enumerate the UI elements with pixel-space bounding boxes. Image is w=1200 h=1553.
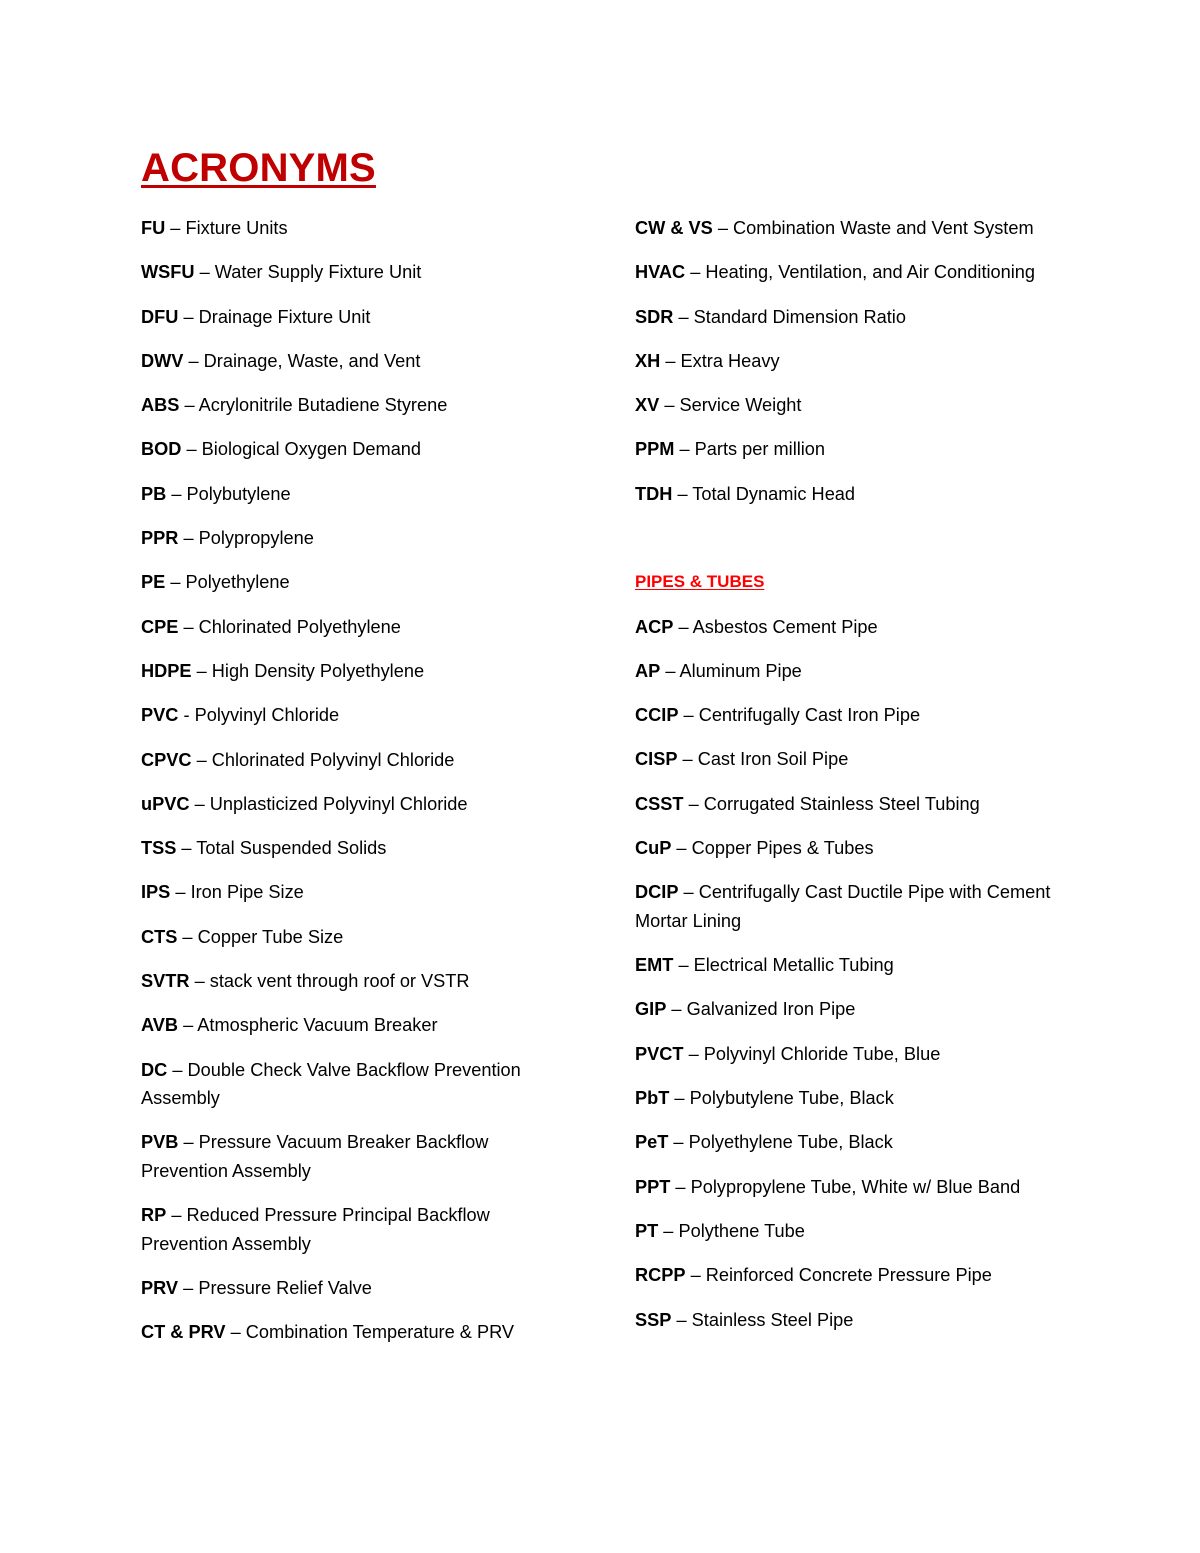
acronym-entry — [141, 967, 571, 996]
acronym-separator: – — [678, 705, 699, 726]
acronyms-right-column — [635, 214, 1075, 1350]
acronym-separator: – — [672, 483, 693, 504]
acronym-definition: Electrical Metallic Tubing — [693, 955, 894, 976]
acronym-entry — [141, 303, 571, 332]
acronym-separator: – — [658, 1220, 679, 1241]
acronym-separator: – — [189, 793, 210, 814]
page-title: ACRONYMS — [141, 146, 376, 190]
acronym-separator: – — [167, 1059, 188, 1080]
acronym-definition: Polyethylene Tube, Black — [688, 1132, 893, 1153]
acronym-separator: – — [176, 838, 197, 859]
acronym-definition: Chlorinated Polyethylene — [198, 616, 401, 637]
acronym-definition: Total Dynamic Head — [692, 483, 856, 504]
acronym-separator: – — [177, 926, 198, 947]
acronym-abbreviation: PeT — [635, 1132, 669, 1153]
acronym-separator: – — [191, 749, 212, 770]
acronym-separator: – — [170, 882, 191, 903]
acronym-definition: Iron Pipe Size — [190, 882, 304, 903]
acronym-entry — [141, 878, 571, 907]
acronym-separator: – — [194, 262, 215, 283]
acronym-definition: Chlorinated Polyvinyl Chloride — [211, 749, 455, 770]
acronym-definition: Polythene Tube — [678, 1220, 805, 1241]
acronym-definition: Double Check Valve Backflow Prevention Assembly — [141, 1059, 521, 1109]
acronym-abbreviation: XV — [635, 395, 660, 416]
acronym-abbreviation: PbT — [635, 1088, 670, 1109]
acronym-abbreviation: DC — [141, 1059, 168, 1080]
acronym-entry — [635, 951, 1075, 980]
acronym-abbreviation: EMT — [635, 955, 674, 976]
acronym-definition: Combination Waste and Vent System — [733, 218, 1034, 238]
acronym-separator: – — [669, 1088, 690, 1109]
acronym-abbreviation: CPVC — [141, 749, 192, 770]
acronym-separator: – — [178, 1278, 199, 1299]
acronym-definition: Corrugated Stainless Steel Tubing — [703, 793, 980, 814]
acronym-abbreviation: FU — [141, 218, 166, 238]
acronym-entry — [635, 878, 1075, 935]
acronym-entry — [141, 834, 571, 863]
acronym-definition: Polyvinyl Chloride — [194, 705, 340, 726]
acronym-separator: – — [670, 1176, 691, 1197]
acronym-definition: Polypropylene — [198, 528, 314, 549]
acronym-separator: – — [165, 218, 186, 238]
acronym-separator: – — [671, 838, 692, 859]
acronym-separator: – — [683, 793, 704, 814]
acronym-definition: Polyethylene — [185, 572, 290, 593]
acronym-entry — [141, 258, 571, 287]
acronym-abbreviation: XH — [635, 350, 661, 371]
acronym-entry — [635, 435, 1075, 464]
acronym-entry — [141, 1201, 571, 1258]
acronym-entry — [635, 1173, 1075, 1202]
acronym-definition: Water Supply Fixture Unit — [214, 262, 422, 283]
acronym-entry — [141, 1318, 571, 1347]
acronym-separator: – — [666, 999, 687, 1020]
acronym-definition: Drainage Fixture Unit — [198, 306, 371, 327]
acronym-separator: – — [179, 395, 199, 416]
acronym-entry — [141, 657, 571, 686]
acronym-separator: – — [660, 350, 681, 371]
acronym-entry — [141, 923, 571, 952]
acronym-abbreviation: CTS — [141, 926, 178, 947]
acronym-abbreviation: RP — [141, 1205, 167, 1226]
acronym-separator: – — [178, 306, 199, 327]
acronym-definition: Drainage, Waste, and Vent — [203, 350, 421, 371]
acronym-abbreviation: CPE — [141, 616, 179, 637]
acronym-separator: – — [668, 1132, 689, 1153]
acronym-separator: – — [677, 749, 698, 770]
acronym-abbreviation: PVC — [141, 705, 179, 726]
acronym-separator: – — [183, 350, 204, 371]
acronym-definition: Heating, Ventilation, and Air Conditioning — [705, 262, 1036, 283]
acronym-entry — [141, 391, 571, 420]
acronym-abbreviation: SSP — [635, 1309, 672, 1330]
acronym-definition: Asbestos Cement Pipe — [692, 616, 878, 637]
acronym-separator: – — [659, 395, 680, 416]
acronym-entry — [635, 1261, 1075, 1290]
acronym-definition: Acrylonitrile Butadiene Styrene — [198, 395, 448, 416]
acronym-separator: – — [685, 262, 706, 283]
acronym-entry — [635, 1128, 1075, 1157]
acronym-entry — [635, 214, 1075, 243]
acronym-abbreviation: CW & VS — [635, 218, 713, 238]
acronym-entry — [635, 745, 1075, 774]
acronym-entry — [141, 613, 571, 642]
acronym-definition: Copper Tube Size — [197, 926, 344, 947]
acronym-definition: Atmospheric Vacuum Breaker — [197, 1015, 438, 1036]
acronym-entry — [635, 1040, 1075, 1069]
acronym-abbreviation: TSS — [141, 838, 177, 859]
acronym-definition: stack vent through roof or VSTR — [209, 971, 470, 992]
acronym-separator: – — [671, 1309, 692, 1330]
acronym-list-left — [141, 214, 571, 1347]
acronym-definition: Polybutylene — [186, 483, 291, 504]
acronym-separator: – — [178, 528, 199, 549]
acronym-entry — [635, 657, 1075, 686]
acronym-definition: High Density Polyethylene — [211, 660, 425, 681]
acronym-separator: – — [191, 660, 212, 681]
acronym-separator: – — [685, 1265, 706, 1286]
acronym-entry — [141, 1274, 571, 1303]
acronym-definition: Polybutylene Tube, Black — [689, 1088, 894, 1109]
acronym-separator: – — [166, 1205, 187, 1226]
acronym-separator: – — [225, 1322, 246, 1343]
acronym-separator: – — [678, 882, 699, 903]
acronym-entry — [635, 1306, 1075, 1335]
acronym-separator: – — [165, 572, 186, 593]
acronym-definition: Unplasticized Polyvinyl Chloride — [209, 793, 468, 814]
acronym-abbreviation: uPVC — [141, 793, 190, 814]
acronym-entry — [141, 1128, 571, 1185]
acronym-abbreviation: PE — [141, 572, 166, 593]
acronym-definition: Standard Dimension Ratio — [693, 306, 906, 327]
acronym-abbreviation: PB — [141, 483, 167, 504]
acronym-entry — [141, 1011, 571, 1040]
acronym-entry — [141, 790, 571, 819]
acronym-abbreviation: AVB — [141, 1015, 179, 1036]
acronym-separator: - — [178, 705, 195, 726]
acronym-entry — [635, 613, 1075, 642]
acronym-abbreviation: ABS — [141, 395, 180, 416]
acronym-abbreviation: SVTR — [141, 971, 190, 992]
acronym-abbreviation: PVCT — [635, 1043, 684, 1064]
acronym-definition: Pressure Relief Valve — [198, 1278, 372, 1299]
acronym-separator: – — [673, 306, 694, 327]
acronym-entry — [635, 1084, 1075, 1113]
acronym-definition: Aluminum Pipe — [679, 660, 802, 681]
acronym-abbreviation: GIP — [635, 999, 667, 1020]
acronym-abbreviation: DCIP — [635, 882, 679, 903]
acronym-separator: – — [181, 439, 202, 460]
acronym-entry — [141, 746, 571, 775]
acronym-abbreviation: HDPE — [141, 660, 192, 681]
acronym-abbreviation: ACP — [635, 616, 674, 637]
acronym-abbreviation: CT & PRV — [141, 1322, 226, 1343]
acronym-abbreviation: PPR — [141, 528, 179, 549]
acronym-abbreviation: PPT — [635, 1176, 671, 1197]
acronym-separator: – — [660, 660, 680, 681]
acronym-abbreviation: HVAC — [635, 262, 686, 283]
acronym-abbreviation: RCPP — [635, 1265, 686, 1286]
acronym-entry — [635, 347, 1075, 376]
acronym-definition: Fixture Units — [185, 218, 288, 238]
acronym-abbreviation: CISP — [635, 749, 678, 770]
acronym-entry — [141, 214, 571, 243]
acronym-entry — [141, 568, 571, 597]
acronym-entry — [635, 834, 1075, 863]
acronym-abbreviation: DWV — [141, 350, 184, 371]
acronym-definition: Galvanized Iron Pipe — [686, 999, 856, 1020]
acronym-abbreviation: PT — [635, 1220, 659, 1241]
acronym-definition: Total Suspended Solids — [196, 838, 387, 859]
acronym-definition: Combination Temperature & PRV — [245, 1322, 515, 1343]
acronym-entry — [635, 701, 1075, 730]
acronym-abbreviation: CuP — [635, 838, 672, 859]
acronym-entry — [141, 435, 571, 464]
acronym-abbreviation: CSST — [635, 793, 684, 814]
acronym-definition: Biological Oxygen Demand — [201, 439, 422, 460]
acronym-separator: – — [712, 218, 734, 238]
acronym-separator: – — [673, 616, 693, 637]
acronym-separator: – — [178, 1015, 198, 1036]
acronym-definition: Centrifugally Cast Iron Pipe — [698, 705, 921, 726]
acronym-entry — [141, 347, 571, 376]
acronym-definition: Parts per million — [694, 439, 826, 460]
acronym-definition: Extra Heavy — [680, 350, 780, 371]
acronym-definition: Service Weight — [679, 395, 802, 416]
acronyms-left-column — [141, 214, 571, 1363]
acronym-definition: Reinforced Concrete Pressure Pipe — [705, 1265, 992, 1286]
acronym-entry — [141, 701, 571, 730]
acronym-abbreviation: SDR — [635, 306, 674, 327]
acronym-separator: – — [189, 971, 210, 992]
acronym-definition: Copper Pipes & Tubes — [691, 838, 874, 859]
acronym-definition: Reduced Pressure Principal Backflow Prevention Assembly — [141, 1205, 490, 1254]
acronym-entry — [635, 480, 1075, 509]
acronym-entry — [635, 303, 1075, 332]
acronym-abbreviation: TDH — [635, 483, 673, 504]
acronym-separator: – — [166, 483, 187, 504]
acronym-entry — [635, 995, 1075, 1024]
acronym-abbreviation: PVB — [141, 1132, 179, 1153]
acronym-entry — [141, 1056, 571, 1113]
acronym-entry — [635, 1217, 1075, 1246]
acronym-separator: – — [674, 439, 695, 460]
acronym-definition: Polypropylene Tube, White w/ Blue Band — [690, 1176, 1021, 1197]
acronym-definition: Stainless Steel Pipe — [691, 1309, 854, 1330]
pipes-tubes-list — [635, 613, 1075, 1334]
acronym-definition: Centrifugally Cast Ductile Pipe with Cement Mortar Lining — [635, 882, 1051, 931]
acronym-separator: – — [178, 1132, 199, 1153]
acronym-abbreviation: CCIP — [635, 705, 679, 726]
acronym-separator: – — [673, 955, 694, 976]
acronym-abbreviation: DFU — [141, 306, 179, 327]
acronym-entry — [141, 480, 571, 509]
acronym-abbreviation: PRV — [141, 1278, 179, 1299]
acronym-separator: – — [683, 1043, 704, 1064]
pipes-tubes-heading: PIPES & TUBES — [635, 572, 765, 592]
acronym-abbreviation: PPM — [635, 439, 675, 460]
acronym-entry — [635, 258, 1075, 287]
acronym-abbreviation: IPS — [141, 882, 171, 903]
acronym-entry — [635, 391, 1075, 420]
acronym-abbreviation: BOD — [141, 439, 182, 460]
acronym-definition: Pressure Vacuum Breaker Backflow Prevention Assembly — [141, 1132, 489, 1181]
acronym-definition: Cast Iron Soil Pipe — [697, 749, 849, 770]
acronym-separator: – — [178, 616, 199, 637]
acronym-abbreviation: AP — [635, 660, 661, 681]
acronym-entry — [635, 790, 1075, 819]
acronym-entry — [141, 524, 571, 553]
acronym-abbreviation: WSFU — [141, 262, 195, 283]
acronym-definition: Polyvinyl Chloride Tube, Blue — [703, 1043, 941, 1064]
acronym-list-right — [635, 214, 1075, 508]
